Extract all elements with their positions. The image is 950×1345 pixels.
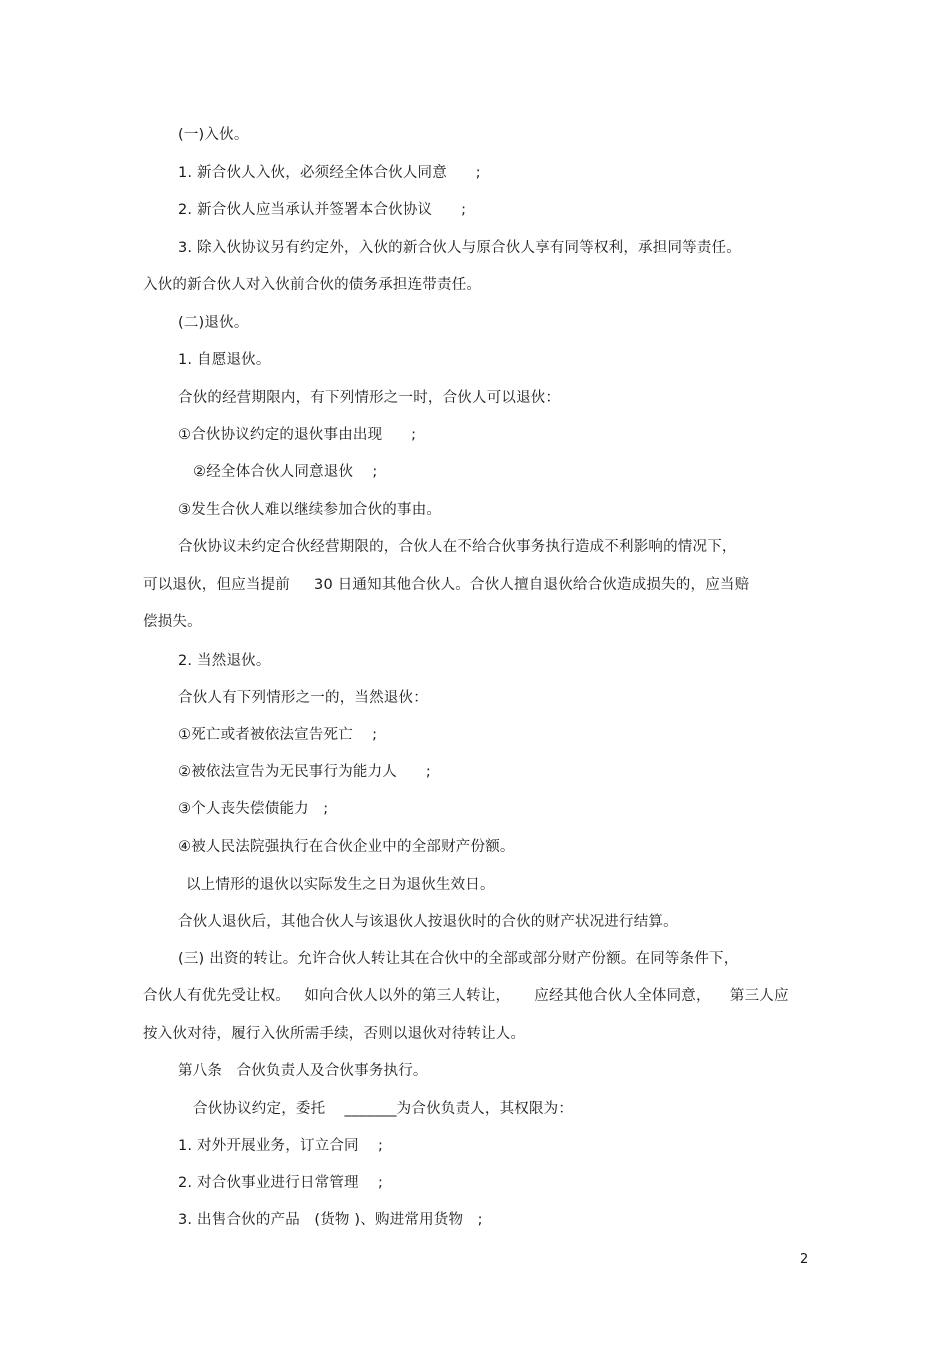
text-line: 合伙人退伙后，其他合伙人与该退伙人按退伙时的合伙的财产状况进行结算。 <box>178 914 678 930</box>
text-line: 3. 除入伙协议另有约定外，入伙的新合伙人与原合伙人享有同等权利，承担同等责任。 <box>178 240 741 256</box>
section-joining-heading: (一)入伙。 <box>178 127 249 143</box>
text-line: 1. 新合伙人入伙，必须经全体合伙人同意 ; <box>178 165 481 181</box>
section-withdrawal-heading: (二)退伙。 <box>178 315 249 331</box>
text-line: 合伙协议未约定合伙经营期限的，合伙人在不给合伙事务执行造成不利影响的情况下， <box>178 539 737 555</box>
section-transfer-heading: (三) 出资的转让。允许合伙人转让其在合伙中的全部或部分财产份额。在同等条件下， <box>178 951 739 967</box>
text-line: 合伙人有下列情形之一的，当然退伙： <box>178 690 428 706</box>
text-line: 1. 对外开展业务，订立合同 ; <box>178 1138 384 1154</box>
text-line: 3. 出售合伙的产品 (货物 )、购进常用货物 ; <box>178 1212 483 1228</box>
text-line: ③发生合伙人难以继续参加合伙的事由。 <box>178 502 442 518</box>
text-line: ③个人丧失偿债能力 ; <box>178 801 329 817</box>
text-line: ④被人民法院强执行在合伙企业中的全部财产份额。 <box>178 839 515 855</box>
text-line: 合伙协议约定，委托 _______为合伙负责人，其权限为： <box>193 1101 574 1117</box>
text-line: ②被依法宣告为无民事行为能力人 ; <box>178 764 431 780</box>
text-line: ①合伙协议约定的退伙事由出现 ; <box>178 427 417 443</box>
article-eight-heading: 第八条 合伙负责人及合伙事务执行。 <box>178 1063 428 1079</box>
text-line: 2. 新合伙人应当承认并签署本合伙协议 ; <box>178 202 467 218</box>
text-line: ②经全体合伙人同意退伙 ; <box>193 464 378 480</box>
text-line: 1. 自愿退伙。 <box>178 352 271 368</box>
text-line: 2. 当然退伙。 <box>178 653 271 669</box>
text-line: 合伙的经营期限内，有下列情形之一时，合伙人可以退伙： <box>178 390 561 406</box>
page-number: 2 <box>800 1252 809 1267</box>
text-line: 合伙人有优先受让权。 如向合伙人以外的第三人转让， 应经其他合伙人全体同意， 第三人应 <box>143 988 789 1004</box>
text-line: 按入伙对待，履行入伙所需手续，否则以退伙对待转让人。 <box>143 1026 526 1042</box>
text-line: 以上情形的退伙以实际发生之日为退伙生效日。 <box>186 877 495 893</box>
text-line: 偿损失。 <box>143 614 202 630</box>
text-line: 2. 对合伙事业进行日常管理 ; <box>178 1175 384 1191</box>
text-line: ①死亡或者被依法宣告死亡 ; <box>178 727 378 743</box>
text-line: 入伙的新合伙人对入伙前合伙的债务承担连带责任。 <box>143 277 482 293</box>
text-line: 可以退伙，但应当提前 30 日通知其他合伙人。合伙人擅自退伙给合伙造成损失的，应当赔 <box>143 577 750 593</box>
